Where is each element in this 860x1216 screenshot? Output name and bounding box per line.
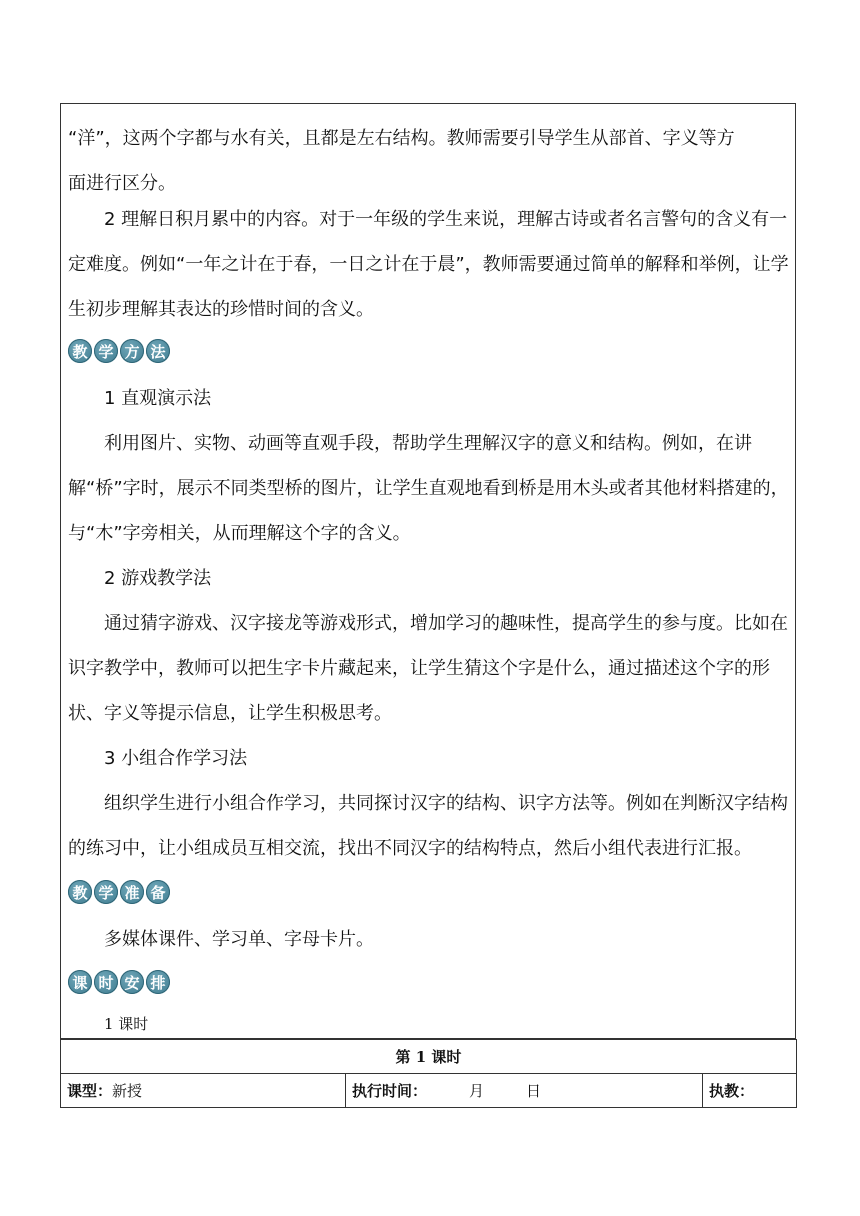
- day-label: 日: [526, 1082, 542, 1100]
- heading-char: 教: [68, 339, 92, 363]
- teacher-label: 执教：: [709, 1082, 755, 1100]
- method-3-title: 3 小组合作学习法: [104, 748, 248, 769]
- heading-schedule: [68, 970, 170, 998]
- heading-char: 学: [94, 339, 118, 363]
- heading-char: 方: [120, 339, 144, 363]
- paragraph-line: 面进行区分。: [68, 173, 176, 194]
- heading-teaching-methods: [68, 339, 170, 367]
- method-3-body: 组织学生进行小组合作学习，共同探讨汉字的结构、识字方法等。例如在判断汉字结构的练习中，让小组成员互相交流，找出不同汉字的结构特点，然后小组代表进行汇报。: [68, 793, 788, 859]
- teacher-cell: [703, 1074, 797, 1108]
- schedule-body: 1 课时: [104, 1015, 149, 1033]
- paragraph-continued: [68, 116, 790, 206]
- heading-char: 教: [68, 880, 92, 904]
- heading-char: 法: [146, 339, 170, 363]
- heading-char: 准: [120, 880, 144, 904]
- method-1-title: 1 直观演示法: [104, 388, 212, 409]
- table-row: [61, 1074, 797, 1108]
- heading-char: 时: [94, 970, 118, 994]
- heading-char: 课: [68, 970, 92, 994]
- method-1-body: 利用图片、实物、动画等直观手段，帮助学生理解汉字的意义和结构。例如，在讲解“桥”字时，展示不同类型桥的图片，让学生直观地看到桥是用木头或者其他材料搭建的，与“木”字旁相关，从而理解这个字的含义。: [68, 433, 789, 544]
- paragraph-understanding: 2 理解日积月累中的内容。对于一年级的学生来说，理解古诗或者名言警句的含义有一定难度。例如“一年之计在于春，一日之计在于晨”，教师需要通过简单的解释和举例，让学生初步理解其表达的珍惜时间的含义。: [68, 209, 789, 320]
- method-2-title: 2 游戏教学法: [104, 568, 212, 589]
- lesson-type-label: 课型：: [67, 1082, 113, 1100]
- heading-char: 备: [146, 880, 170, 904]
- paragraph-line: “洋”，这两个字都与水有关，且都是左右结构。教师需要引导学生从部首、字义等方: [68, 128, 735, 149]
- preparation-body: 多媒体课件、学习单、字母卡片。: [104, 929, 374, 950]
- heading-char: 学: [94, 880, 118, 904]
- heading-char: 安: [120, 970, 144, 994]
- method-2-body: 通过猜字游戏、汉字接龙等游戏形式，增加学习的趣味性，提高学生的参与度。比如在识字教学中，教师可以把生字卡片藏起来，让学生猜这个字是什么，通过描述这个字的形状、字义等提示信息，让学生积极思考。: [68, 613, 788, 724]
- heading-teaching-preparation: [68, 880, 170, 908]
- lesson-type-value: 新授: [112, 1082, 143, 1100]
- lesson-title-cell: 第 1 课时: [61, 1040, 797, 1074]
- heading-char: 排: [146, 970, 170, 994]
- execution-time-cell: [346, 1074, 703, 1108]
- table-row: [61, 1040, 797, 1074]
- execution-time-label: 执行时间：: [352, 1082, 428, 1100]
- month-label: 月: [469, 1082, 485, 1100]
- lesson-type-cell: [61, 1074, 346, 1108]
- lesson-info-table: [60, 1039, 797, 1108]
